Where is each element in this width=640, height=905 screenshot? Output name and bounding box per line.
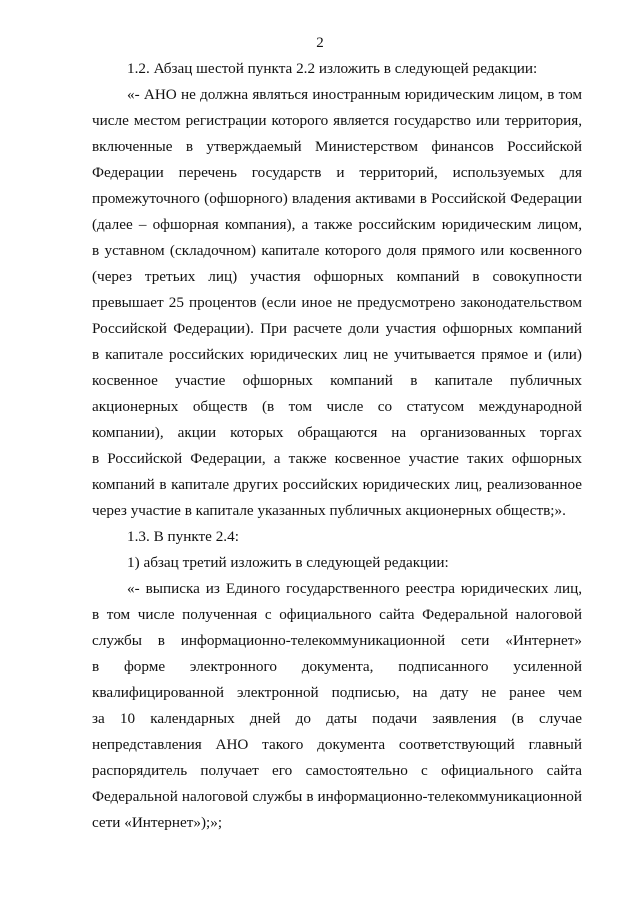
text-line: компании), акции которых обращаются на организованных торгах	[92, 424, 582, 441]
text-line: (через третьих лиц) участия офшорных компаний в совокупности	[92, 268, 582, 285]
text-line: 1.3. В пункте 2.4:	[127, 528, 239, 545]
text-line: числе местом регистрации которого является государство или территория,	[92, 112, 582, 129]
text-line: распорядитель получает его самостоятельно с официального сайта	[92, 762, 582, 779]
text-line: косвенное участие офшорных компаний в капитале публичных	[92, 372, 582, 389]
text-line: превышает 25 процентов (если иное не предусмотрено законодательством	[92, 294, 582, 311]
text-line: компаний в капитале других российских юридических лиц, реализованное	[92, 476, 582, 493]
text-line: включенные в утверждаемый Министерством финансов Российской	[92, 138, 582, 155]
text-line: непредставления АНО такого документа соответствующий главный	[92, 736, 582, 753]
text-line: 1) абзац третий изложить в следующей редакции:	[127, 554, 449, 571]
text-line: через участие в капитале указанных публичных акционерных обществ;».	[92, 502, 566, 519]
text-line: службы в информационно-телекоммуникационной сети «Интернет»	[92, 632, 582, 649]
text-line: в форме электронного документа, подписанного усиленной	[92, 658, 582, 675]
document-body	[92, 56, 582, 836]
text-line: за 10 календарных дней до даты подачи заявления (в случае	[92, 710, 582, 727]
page-number: 2	[316, 35, 324, 51]
text-line: промежуточного (офшорного) владения активами в Российской Федерации	[92, 190, 582, 207]
text-line: в капитале российских юридических лиц не учитывается прямое и (или)	[92, 346, 582, 363]
text-line: «- АНО не должна являться иностранным юридическим лицом, в том	[127, 86, 582, 103]
text-line: в уставном (складочном) капитале которого доля прямого или косвенного	[92, 242, 582, 259]
text-line: квалифицированной электронной подписью, на дату не ранее чем	[92, 684, 582, 701]
text-line: в том числе полученная с официального сайта Федеральной налоговой	[92, 606, 582, 623]
text-line: Федеральной налоговой службы в информационно-телекоммуникационной	[92, 788, 582, 805]
text-line: Федерации перечень государств и территорий, используемых для	[92, 164, 582, 181]
text-line: (далее – офшорная компания), а также российским юридическим лицом,	[92, 216, 582, 233]
text-line: 1.2. Абзац шестой пункта 2.2 изложить в следующей редакции:	[127, 60, 538, 77]
text-line: акционерных обществ (в том числе со статусом международной	[92, 398, 582, 415]
text-line: в Российской Федерации, а также косвенное участие таких офшорных	[92, 450, 582, 467]
text-line: сети «Интернет»);»;	[92, 814, 223, 831]
text-line: «- выписка из Единого государственного реестра юридических лиц,	[127, 580, 582, 597]
text-line: Российской Федерации). При расчете доли участия офшорных компаний	[92, 320, 582, 337]
